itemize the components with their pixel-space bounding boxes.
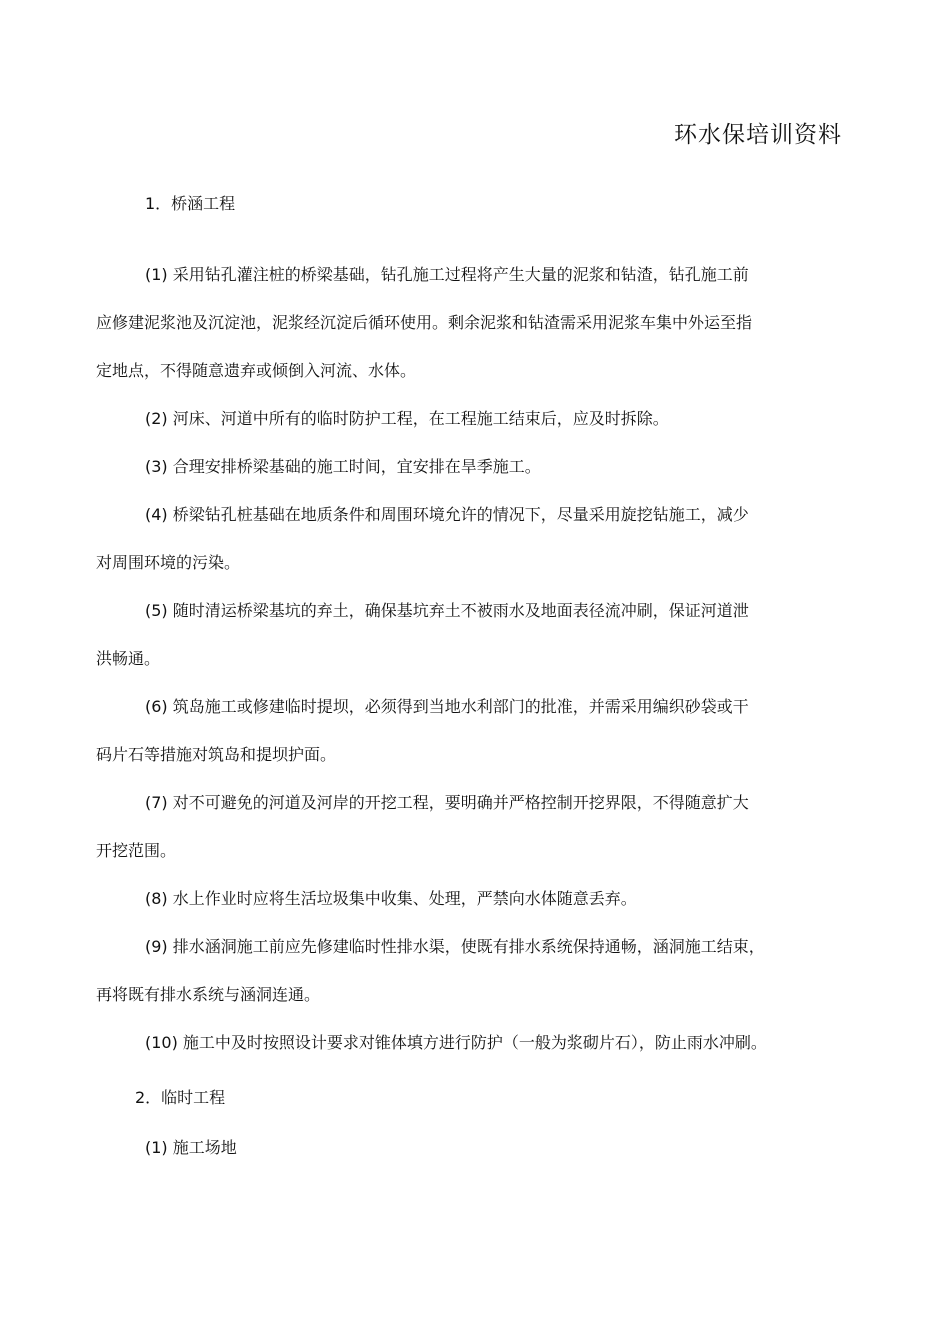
- paragraph-line: (1) 采用钻孔灌注桩的桥梁基础，钻孔施工过程将产生大量的泥浆和钻渣，钻孔施工前: [145, 265, 749, 284]
- paragraph-line: (3) 合理安排桥梁基础的施工时间，宜安排在旱季施工。: [145, 457, 541, 476]
- paragraph-line: (7) 对不可避免的河道及河岸的开挖工程，要明确并严格控制开挖界限，不得随意扩大: [145, 793, 749, 812]
- section-heading: 1．桥涵工程: [145, 194, 236, 213]
- paragraph-line: 对周围环境的污染。: [96, 553, 241, 572]
- paragraph-line: (9) 排水涵洞施工前应先修建临时性排水渠，使既有排水系统保持通畅，涵洞施工结束，: [145, 937, 765, 956]
- paragraph-line: (10) 施工中及时按照设计要求对锥体填方进行防护（一般为浆砌片石），防止雨水冲刷。: [145, 1033, 767, 1052]
- paragraph-line: 洪畅通。: [96, 649, 161, 668]
- document-title: 环水保培训资料: [674, 122, 842, 148]
- paragraph-line: (6) 筑岛施工或修建临时提坝，必须得到当地水利部门的批准，并需采用编织砂袋或干: [145, 697, 749, 716]
- paragraph-line: 码片石等措施对筑岛和提坝护面。: [96, 745, 337, 764]
- paragraph-line: 定地点，不得随意遗弃或倾倒入河流、水体。: [96, 361, 417, 380]
- paragraph-line: 应修建泥浆池及沉淀池，泥浆经沉淀后循环使用。剩余泥浆和钻渣需采用泥浆车集中外运至指: [96, 313, 753, 332]
- paragraph-line: (1) 施工场地: [145, 1138, 237, 1157]
- section-heading: 2．临时工程: [135, 1088, 226, 1107]
- paragraph-line: (2) 河床、河道中所有的临时防护工程，在工程施工结束后，应及时拆除。: [145, 409, 669, 428]
- paragraph-line: (4) 桥梁钻孔桩基础在地质条件和周围环境允许的情况下，尽量采用旋挖钻施工，减少: [145, 505, 749, 524]
- paragraph-line: 再将既有排水系统与涵洞连通。: [96, 985, 321, 1004]
- paragraph-line: (5) 随时清运桥梁基坑的弃土，确保基坑弃土不被雨水及地面表径流冲刷，保证河道泄: [145, 601, 749, 620]
- paragraph-line: 开挖范围。: [96, 841, 177, 860]
- paragraph-line: (8) 水上作业时应将生活垃圾集中收集、处理，严禁向水体随意丢弃。: [145, 889, 637, 908]
